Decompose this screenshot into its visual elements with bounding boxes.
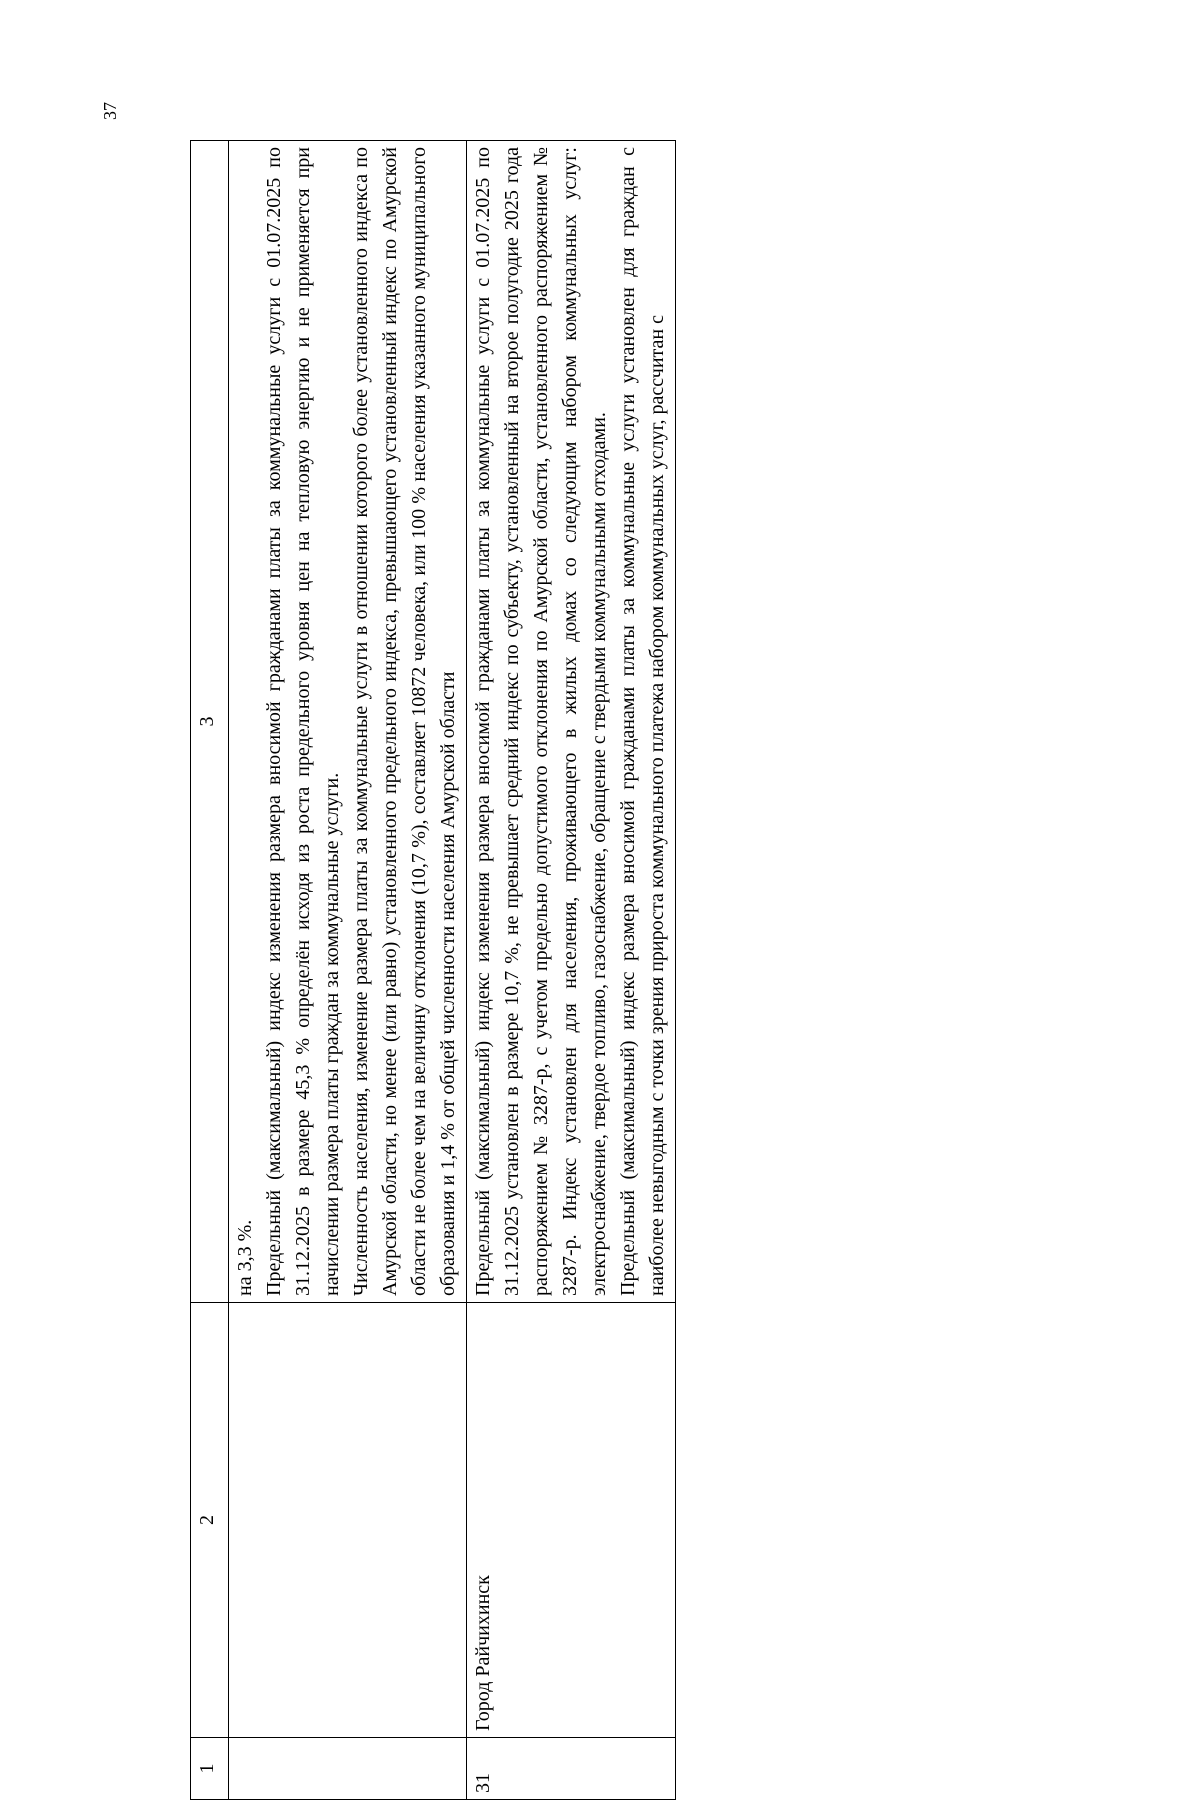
page-number: 37 (100, 102, 120, 120)
municipality-name (229, 1303, 467, 1738)
header-col-3: 3 (191, 141, 229, 1303)
municipality-name: Город Райчихинск (467, 1303, 676, 1738)
tariff-index-table (190, 140, 676, 1800)
table-row (467, 141, 676, 1800)
row-number: 31 (467, 1738, 676, 1800)
description-paragraph: Численность населения, изменение размера платы за коммунальные услуги в отношении которого более установленного индекса по Амурской области, но менее (или равно) установленного предельного индекса, превышающего установленный индекс по Амурской области не более чем на величину отклонения (10,7 %), составляет 10872 человека, или 100 % населения указанного муниципального образования и 1,4 % от общей численности населения Амурской области (350, 147, 459, 1296)
row-number (229, 1738, 467, 1800)
landscape-page (190, 140, 1120, 1800)
row-description (229, 141, 467, 1303)
row-description (467, 141, 676, 1303)
description-paragraph: Предельный (максимальный) индекс изменения размера вносимой гражданами платы за коммунальные услуги с 01.07.2025 по 31.12.2025 установлен в размере 10,7 %, не превышает средний индекс по субъекту, установленный на второе полугодие 2025 года распоряжением № 3287-р, с учетом предельно допустимого отклонения по Амурской области, установленного распоряжением № 3287-р. Индекс установлен для населения, проживающего в жилых домах со следующим набором коммунальных услуг: электроснабжение, твердое топливо, газоснабжение, обращение с твердыми коммунальными отходами. (472, 147, 610, 1296)
header-col-1: 1 (191, 1738, 229, 1800)
table-row (229, 141, 467, 1800)
description-paragraph: Предельный (максимальный) индекс изменения размера вносимой гражданами платы за коммунальные услуги с 01.07.2025 по 31.12.2025 в размере 45,3 % определён исходя из роста предельного уровня цен на тепловую энергию и не применяется при начислении размера платы граждан за коммунальные услуги. (263, 147, 343, 1296)
description-paragraph: на 3,3 %. (234, 1219, 256, 1296)
description-paragraph: Предельный (максимальный) индекс размера вносимой гражданами платы за коммунальные услуги установлен для граждан с наиболее невыгодным с точки зрения прироста коммунального платежа набором коммунальных услуг, рассчитан с (617, 147, 668, 1296)
rotated-table-area (190, 140, 1120, 1800)
table-header-row (191, 141, 229, 1800)
header-col-2: 2 (191, 1303, 229, 1738)
